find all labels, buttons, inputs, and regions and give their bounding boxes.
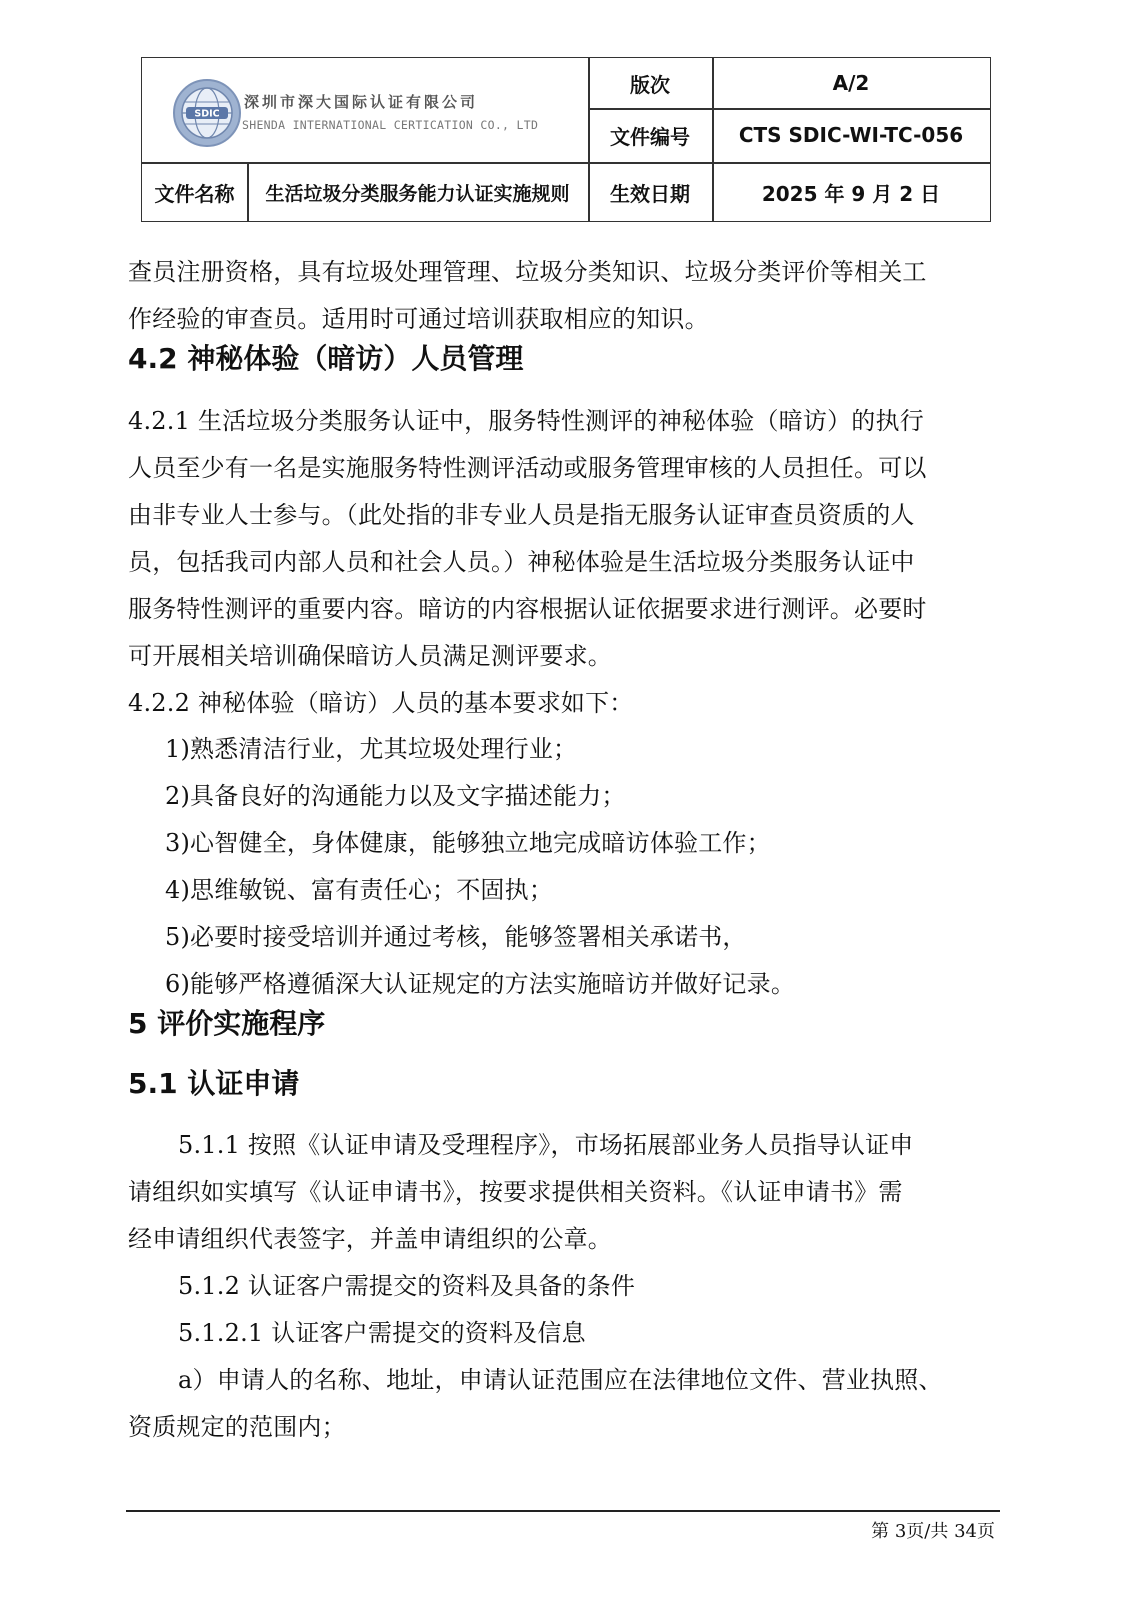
company-name-cn: 深圳市深大国际认证有限公司 [244,93,479,111]
version-label: 版次 [630,72,670,97]
company-logo [172,78,242,148]
paragraph-line: 服务特性测评的重要内容。暗访的内容根据认证依据要求进行测评。必要时 [128,595,927,623]
list-item: 2)具备良好的沟通能力以及文字描述能力； [165,782,626,810]
effective-date-label: 生效日期 [610,181,690,206]
logo-text: SDIC [194,108,220,120]
paragraph-line: 由非专业人士参与。（此处指的非专业人员是指无服务认证审查员资质的人 [128,501,915,529]
paragraph-line: 5.1.1 按照《认证申请及受理程序》，市场拓展部业务人员指导认证申 [178,1131,914,1159]
company-name-en: SHENDA INTERNATIONAL CERTICATION CO., LTD [242,118,539,132]
page-number: 第 3页/共 34页 [871,1521,995,1542]
doc-no-value: CTS SDIC-WI-TC-056 [738,123,964,147]
paragraph-line: a）申请人的名称、地址，申请认证范围应在法律地位文件、营业执照、 [178,1366,943,1394]
list-item: 6)能够严格遵循深大认证规定的方法实施暗访并做好记录。 [165,970,796,998]
heading-5-1: 5.1 认证申请 [128,1067,300,1100]
paragraph-line: 查员注册资格，具有垃圾处理管理、垃圾分类知识、垃圾分类评价等相关工 [128,258,927,286]
paragraph-line: 经申请组织代表签字，并盖申请组织的公章。 [128,1225,612,1253]
paragraph-line: 4.2.1 生活垃圾分类服务认证中，服务特性测评的神秘体验（暗访）的执行 [128,407,924,435]
paragraph-line: 可开展相关培训确保暗访人员满足测评要求。 [128,642,612,670]
paragraph-line: 5.1.2 认证客户需提交的资料及具备的条件 [178,1272,636,1300]
paragraph-line: 4.2.2 神秘体验（暗访）人员的基本要求如下： [128,689,634,717]
document-header-table [141,57,991,222]
footer-divider [126,1510,1000,1512]
list-item: 4)思维敏锐、富有责任心；不固执； [165,876,554,904]
list-item: 3)心智健全，身体健康，能够独立地完成暗访体验工作； [165,829,771,857]
list-item: 1)熟悉清洁行业，尤其垃圾处理行业； [165,735,578,763]
doc-name-value: 生活垃圾分类服务能力认证实施规则 [265,182,570,205]
paragraph-line: 员，包括我司内部人员和社会人员。）神秘体验是生活垃圾分类服务认证中 [128,548,915,576]
paragraph-line: 请组织如实填写《认证申请书》，按要求提供相关资料。《认证申请书》需 [128,1178,903,1206]
heading-4-2: 4.2 神秘体验（暗访）人员管理 [128,342,524,375]
effective-date-value: 2025 年 9 月 2 日 [761,181,941,206]
doc-no-label: 文件编号 [610,124,690,149]
list-item: 5)必要时接受培训并通过考核，能够签署相关承诺书， [165,923,747,951]
paragraph-line: 5.1.2.1 认证客户需提交的资料及信息 [178,1319,586,1347]
paragraph-line: 作经验的审查员。适用时可通过培训获取相应的知识。 [128,305,709,333]
version-value: A/2 [832,71,870,95]
paragraph-line: 资质规定的范围内； [128,1413,346,1441]
heading-5: 5 评价实施程序 [128,1007,326,1040]
paragraph-line: 人员至少有一名是实施服务特性测评活动或服务管理审核的人员担任。可以 [128,454,927,482]
doc-name-label: 文件名称 [154,181,235,206]
